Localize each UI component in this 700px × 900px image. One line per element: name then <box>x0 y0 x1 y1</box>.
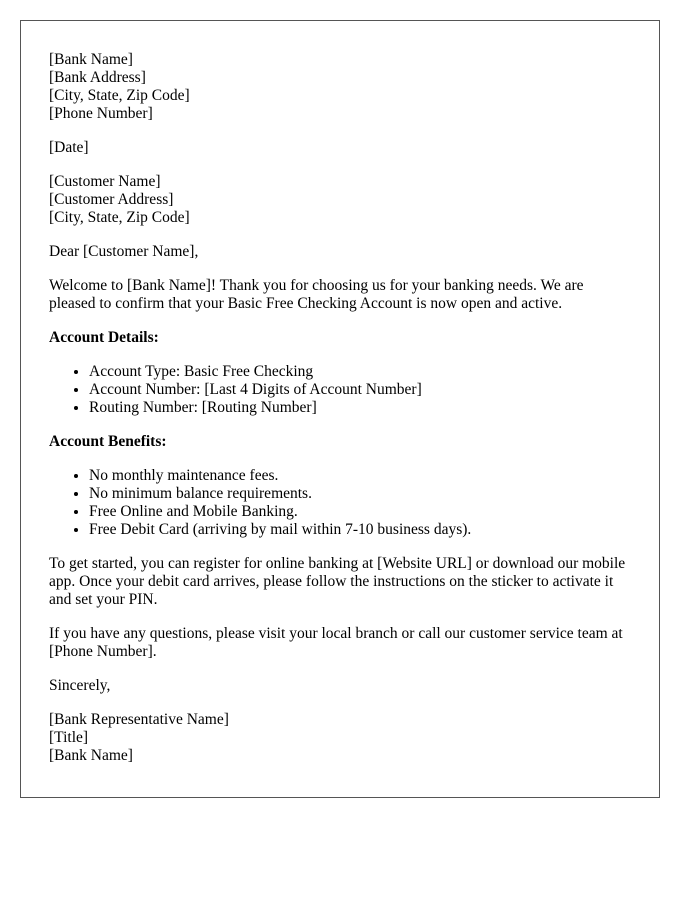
signature-name: [Bank Representative Name] <box>49 711 229 728</box>
sender-bank-address: [Bank Address] <box>49 69 146 86</box>
recipient-address-block <box>49 173 631 227</box>
account-benefits-list <box>49 467 631 539</box>
account-details-heading: Account Details: <box>49 329 159 346</box>
signature-block <box>49 711 631 765</box>
account-details-list <box>49 363 631 417</box>
signature-bank-name: [Bank Name] <box>49 747 133 764</box>
list-item: • Routing Number: [Routing Number] <box>89 399 631 417</box>
account-benefits-heading: Account Benefits: <box>49 433 167 450</box>
list-item: • Account Type: Basic Free Checking <box>89 363 631 381</box>
questions-paragraph: If you have any questions, please visit your local branch or call our customer service team at [Phone Number]. <box>49 625 623 660</box>
list-item: • Account Number: [Last 4 Digits of Account Number] <box>89 381 631 399</box>
closing: Sincerely, <box>49 677 111 694</box>
intro-paragraph: Welcome to [Bank Name]! Thank you for choosing us for your banking needs. We are pleased to confirm that your Basic Free Checking Account is now open and active. <box>49 277 584 312</box>
sender-address-block <box>49 51 631 123</box>
list-item: • Free Debit Card (arriving by mail within 7-10 business days). <box>89 521 631 539</box>
recipient-address: [Customer Address] <box>49 191 174 208</box>
sender-city-state-zip: [City, State, Zip Code] <box>49 87 190 104</box>
salutation: Dear [Customer Name], <box>49 243 199 260</box>
recipient-name: [Customer Name] <box>49 173 161 190</box>
list-item: • No monthly maintenance fees. <box>89 467 631 485</box>
letter-page <box>20 20 660 798</box>
signature-title: [Title] <box>49 729 89 746</box>
letter-date: [Date] <box>49 139 89 156</box>
list-item: • No minimum balance requirements. <box>89 485 631 503</box>
sender-phone: [Phone Number] <box>49 105 153 122</box>
getting-started-paragraph: To get started, you can register for online banking at [Website URL] or download our mobile app. Once your debit card arrives, please follow the instructions on the sticker to activate it and set your PIN. <box>49 555 626 608</box>
date-block <box>49 139 631 157</box>
list-item: • Free Online and Mobile Banking. <box>89 503 631 521</box>
sender-bank-name: [Bank Name] <box>49 51 133 68</box>
recipient-city-state-zip: [City, State, Zip Code] <box>49 209 190 226</box>
